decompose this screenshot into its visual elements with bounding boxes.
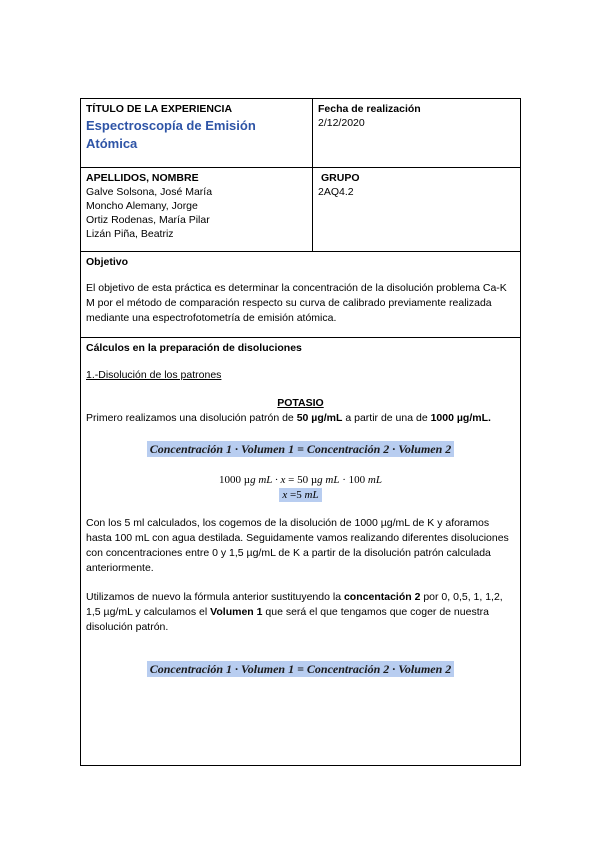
group-cell — [313, 168, 521, 252]
group-value: 2AQ4.2 — [318, 186, 354, 198]
dilution-formula: Concentración 1 · Volumen 1 = Concentración 2 · Volumen 2 — [147, 441, 455, 457]
calculations-label: Cálculos en la preparación de disoluciones — [86, 342, 302, 354]
equation-line-2: x =5 mL — [86, 488, 515, 502]
title-cell — [81, 99, 313, 168]
experience-title-line2: Atómica — [86, 136, 138, 151]
paragraph-intro: Primero realizamos una disolución patrón de 50 µg/mL a partir de una de 1000 µg/mL. — [86, 412, 491, 424]
objective-text: El objetivo de esta práctica es determinar la concentración de la disolución problema Ca-K M por el método de comparación respecto su curva de calibrado previamente realizada mediante una espectrofotometría de emisión atómica. — [86, 282, 507, 324]
authors-label: APELLIDOS, NOMBRE — [86, 172, 199, 184]
author-name: Ortiz Rodenas, María Pilar — [86, 214, 210, 226]
paragraph-procedure: Con los 5 ml calculados, los cogemos de la disolución de 1000 µg/mL de K y aforamos hasta 100 mL con agua destilada. Seguidamente vamos realizando diferentes disoluciones con concentraciones entre 0 y 1,5 µg/mL de K a partir de la disolución patrón calculada anteriormente. — [86, 517, 509, 574]
author-name: Galve Solsona, José María — [86, 186, 213, 198]
title-label: TÍTULO DE LA EXPERIENCIA — [86, 103, 233, 115]
experience-form-table — [80, 98, 521, 766]
date-label: Fecha de realización — [318, 103, 421, 115]
experience-title-line1: Espectroscopía de Emisión — [86, 118, 256, 133]
calculations-cell — [81, 338, 521, 766]
author-name: Lizán Piña, Beatriz — [86, 228, 174, 240]
experience-title — [86, 117, 307, 153]
group-label: GRUPO — [321, 172, 360, 184]
objective-label: Objetivo — [86, 256, 129, 268]
formula-line-2 — [86, 661, 515, 677]
element-heading: POTASIO — [277, 397, 324, 409]
authors-cell — [81, 168, 313, 252]
author-name: Moncho Alemany, Jorge — [86, 200, 198, 212]
subsection-heading: 1.-Disolución de los patrones — [86, 369, 222, 381]
paragraph-substitution: Utilizamos de nuevo la fórmula anterior sustituyendo la concentación 2 por 0, 0,5, 1, 1,2, 1,5 µg/mL y calculamos el Volumen 1 que será el que tengamos que coger de nuestra disolución patrón. — [86, 591, 503, 633]
equation-line-1: 1000 µg mL · x = 50 µg mL · 100 mL — [219, 474, 382, 486]
dilution-formula-2: Concentración 1 · Volumen 1 = Concentración 2 · Volumen 2 — [147, 661, 455, 677]
author-list — [86, 185, 307, 241]
objective-cell — [81, 252, 521, 338]
date-value: 2/12/2020 — [318, 117, 365, 129]
date-cell — [313, 99, 521, 168]
formula-line — [86, 441, 515, 457]
